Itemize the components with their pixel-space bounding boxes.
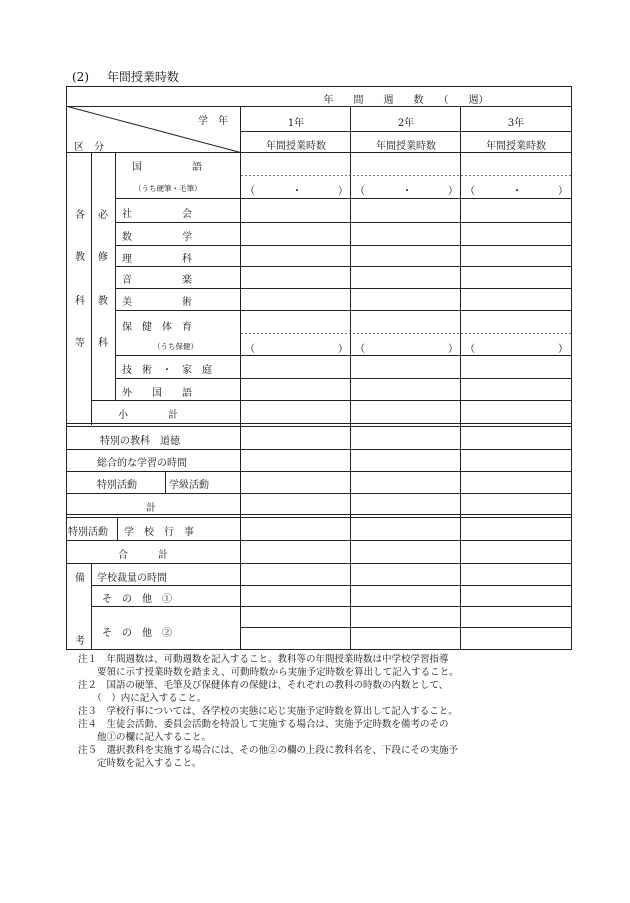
row-special-activity: 特別活動 [97, 480, 137, 491]
required-label-char: 修 [98, 252, 108, 263]
paren-close: ） [448, 186, 458, 197]
group-label-char: 各 [75, 210, 85, 221]
annual-hours-label: 年間授業時数 [266, 141, 326, 152]
paren-open: （ [355, 186, 365, 197]
paren-dot: ・ [512, 186, 522, 197]
subject-rika: 理 科 [122, 254, 192, 265]
remarks-label-char: 考 [75, 636, 85, 647]
note-line: 他①の欄に記入すること。 [78, 732, 212, 743]
paren-close: ） [558, 344, 568, 355]
grade-2-label: 2年 [397, 118, 415, 129]
paren-open: （ [465, 186, 475, 197]
note-line: 注３ 学校行事については、各学校の実態に応じ実施予定時数を算出して記入すること。 [78, 706, 458, 717]
row-class-activity: 学級活動 [169, 480, 209, 491]
note-line: 注２ 国語の硬筆、毛筆及び保健体育の保健は、それぞれの教科の時数の内数として、 [78, 680, 449, 691]
group-label-char: 科 [75, 296, 85, 307]
row-other-2: そ の 他 ② [102, 628, 172, 639]
subject-bijutsu: 美 術 [122, 297, 192, 308]
annual-hours-label: 年間授業時数 [376, 141, 436, 152]
weeks-label: 年 間 週 数 （ 週） [323, 95, 489, 106]
subject-gaikoku: 外 国 語 [122, 388, 192, 399]
subject-kokugo-sub: （うち硬筆・毛筆） [134, 184, 202, 193]
subject-gika: 技 術 ・ 家 庭 [122, 365, 212, 376]
subject-ongaku: 音 楽 [122, 275, 192, 286]
paren-close: ） [338, 186, 348, 197]
row-discretionary: 学校裁量の時間 [97, 573, 167, 584]
paren-open: （ [245, 186, 255, 197]
note-line: 要領に示す授業時数を踏まえ、可動時数から実施予定時数を算出して記入すること。 [78, 667, 459, 678]
required-label-char: 必 [98, 210, 108, 221]
row-grand-total: 合 計 [118, 550, 168, 561]
subject-hoken-sub: （うち保健） [153, 342, 198, 351]
note-line: 注１ 年間週数は、可動週数を記入すること。教科等の年間授業時数は中学校学習指導 [78, 654, 449, 665]
grade-1-label: 1年 [287, 118, 305, 129]
row-special-activity-2: 特別活動 [68, 527, 108, 538]
row-integrated: 総合的な学習の時間 [97, 458, 187, 469]
notes [78, 653, 459, 770]
paren-close: ） [558, 186, 568, 197]
subject-kokugo: 国 語 [132, 162, 202, 173]
row-subtotal: 小 計 [118, 410, 178, 421]
row-moral: 特別の教科 道徳 [100, 436, 180, 447]
note-line: 注５ 選択教科を実施する場合には、その他②の欄の上段に教科名を、下段にその実施予 [78, 745, 459, 756]
paren-dot: ・ [402, 186, 412, 197]
subject-hoken: 保 健 体 育 [122, 322, 192, 333]
required-label-char: 教 [98, 296, 108, 307]
grade-3-label: 3年 [507, 118, 525, 129]
note-line: 注４ 生徒会活動、委員会活動を特設して実施する場合は、実施予定時数を備考のその [78, 719, 449, 730]
note-line: （ ）内に記入すること。 [78, 693, 207, 704]
row-school-event: 学 校 行 事 [124, 527, 194, 538]
paren-open: （ [465, 344, 475, 355]
note-line: 定時数を記入すること。 [78, 758, 202, 769]
row-total: 計 [146, 503, 156, 514]
subject-sugaku: 数 学 [122, 232, 192, 243]
annual-hours-label: 年間授業時数 [486, 141, 546, 152]
grade-label: 学 年 [198, 116, 228, 127]
paren-close: ） [448, 344, 458, 355]
category-label: 区 分 [74, 142, 104, 153]
paren-open: （ [355, 344, 365, 355]
subject-shakai: 社 会 [122, 209, 192, 220]
required-label-char: 科 [98, 338, 108, 349]
group-label-char: 教 [75, 252, 85, 263]
remarks-label-char: 備 [75, 573, 85, 584]
paren-close: ） [338, 344, 348, 355]
section-number: (2) [72, 70, 89, 84]
group-label-char: 等 [75, 338, 85, 349]
section-title: 年間授業時数 [106, 70, 179, 84]
row-other-1: そ の 他 ① [102, 594, 172, 605]
paren-dot: ・ [292, 186, 302, 197]
paren-open: （ [245, 344, 255, 355]
